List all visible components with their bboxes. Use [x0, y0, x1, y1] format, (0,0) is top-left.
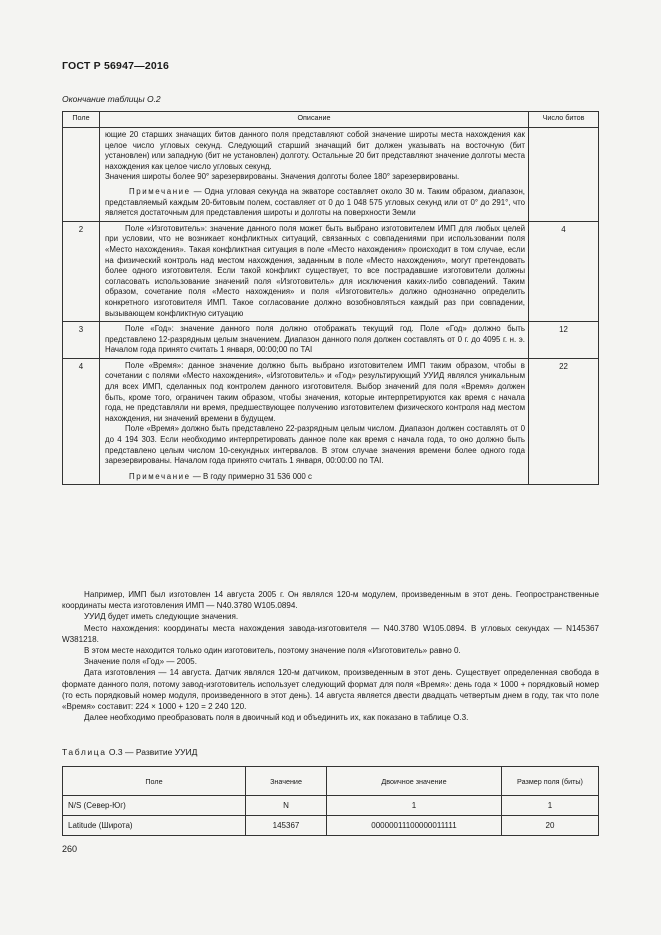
cell-field: 4: [63, 358, 100, 485]
table-header-row: [63, 767, 599, 796]
page-number: 260: [62, 844, 78, 854]
note-text: — Одна угловая секунда на экваторе составляет около 30 м. Таким образом, диапазон, представляемый каждым 20-битовым полем, составляет от 0 до 1 048 575 угловых секунд или от 0° до 291°, что является достаточным для представления широты и долготы на поверхности Земли: [105, 186, 525, 218]
table-o2-caption: Окончание таблицы О.2: [62, 94, 161, 104]
cell-bits: 22: [529, 358, 599, 485]
table-row: [63, 816, 599, 836]
cell-bits: 12: [529, 322, 599, 359]
table-row: [63, 221, 599, 321]
description-paragraph: Поле «Время» должно быть представлено 22-разрядным целым числом. Диапазон должен составлять от 0 до 4 194 303. Если необходимо интерпретировать данное поле как время с начала года, то оно должно быть представлено целым числом 10-секундных интервалов. В этом случае значения времени более одного года зарезервированы. Началом года принято считать 1 января, 00:00:00 по TAI.: [105, 424, 525, 466]
note-label: Примечание: [129, 471, 191, 481]
cell-binary: 1: [327, 796, 502, 816]
body-paragraph: Далее необходимо преобразовать поля в двоичный код и объединить их, как показано в таблице О.3.: [84, 713, 469, 723]
cell-field: 2: [63, 221, 100, 321]
cell-binary: 00000011100000011111: [327, 816, 502, 836]
description-paragraph: ющие 20 старших значащих битов данного поля представляют собой значение широты места нахождения как целое число угловых секунд. Следующий старший значащий бит должен указывать на восточную (бит установлен) или западную (бит не установлен) долготу. Остальные 20 бит представляют значение долготы места нахождения как целое число угловых секунд.: [105, 130, 525, 171]
col-header-size: Размер поля (биты): [502, 767, 599, 796]
cell-size: 20: [502, 816, 599, 836]
body-paragraph: Например, ИМП был изготовлен 14 августа 2005 г. Он являлся 120-м модулем, произведенным в этот день. Геопространственные координаты места изготовления ИМП — N40.3780 W105.0894.: [62, 590, 599, 611]
table-row: [63, 796, 599, 816]
table-header-row: [63, 112, 599, 128]
description-paragraph: Поле «Год»: значение данного поля должно отображать текущий год. Поле «Год» должно быть представлено 12-разрядным целым значением. Диапазон данного поля должен составлять от 0 г. до 4095 г. н. э. Началом года принято считать 1 января, 00:00;00 по TAI: [105, 324, 525, 355]
cell-bits: 4: [529, 221, 599, 321]
table-row: [63, 128, 599, 222]
note-label: Примечание: [129, 186, 191, 196]
col-header-binary: Двоичное значение: [327, 767, 502, 796]
col-header-value: Значение: [246, 767, 327, 796]
col-header-bits: Число битов: [529, 112, 599, 128]
table-o3-caption: [62, 747, 197, 757]
body-paragraph: В этом месте находится только один изготовитель, поэтому значение поля «Изготовитель» равно 0.: [84, 646, 461, 656]
body-text: [62, 589, 599, 723]
body-paragraph: УУИД будет иметь следующие значения.: [84, 612, 239, 622]
body-paragraph: Место нахождения: координаты места нахождения завода-изготовителя — N40.3780 W105.0894. В угловых секундах — N145367 W381218.: [62, 623, 599, 644]
note: [105, 187, 525, 219]
cell-field: [63, 128, 100, 222]
cell-description: [100, 322, 529, 359]
cell-description: [100, 221, 529, 321]
col-header-field: Поле: [63, 112, 100, 128]
description-paragraph: Поле «Изготовитель»: значение данного поля может быть выбрано изготовителем ИМП для любых целей при условии, что не возникает конфликтных ситуаций, связанных с совпадениями при использовании поля «Место нахождения». Такая конфликтная ситуация в поле «Место нахождения» происходит в том случае, если на физический контроль над местом нахождения, заданным в поле «Место нахождения», могут претендовать более одного изготовителя. Если такой конфликт существует, то все пострадавшие изготовители должны согласовать использование значений поля «Изготовитель» для исключения каких-либо совпадений. Таким образом, сочетание поля «Место нахождения» и поля «Изготовитель» должно однозначно определить конкретного изготовителя ИМП. Такое согласование должно возобновляться каждый раз при совпадении, вызывающем конфликтную ситуацию: [105, 223, 525, 318]
note-text: — В году примерно 31 536 000 с: [190, 471, 312, 481]
cell-size: 1: [502, 796, 599, 816]
description-paragraph: Значения широты более 90° зарезервированы. Значения долготы более 180° зарезервированы.: [105, 172, 460, 182]
col-header-field: Поле: [63, 767, 246, 796]
table-o3: [62, 766, 599, 836]
body-paragraph: Значение поля «Год» — 2005.: [84, 657, 197, 667]
cell-field: N/S (Север-Юг): [63, 796, 246, 816]
body-paragraph: Дата изготовления — 14 августа. Датчик являлся 120-м датчиком, произведенным в этот день. Существует определенная свобода в формате данного поля, потому завод-изготовитель использует следующий формат для поля «Время»: день года × 1000 + порядковый номер (то есть порядковый номер модуля, произведенного в этот день). 14 августа является двести двадцать четвертым днем в году, так что поле «Время» составит: 224 × 1000 + 120 = 2 240 120.: [62, 668, 599, 712]
document-header: ГОСТ Р 56947—2016: [62, 60, 170, 72]
cell-bits: [529, 128, 599, 222]
table-row: [63, 358, 599, 485]
table-row: [63, 322, 599, 359]
cell-value: 145367: [246, 816, 327, 836]
table-o2: [62, 111, 599, 485]
cell-field: Latitude (Широта): [63, 816, 246, 836]
cell-field: 3: [63, 322, 100, 359]
table-o3-caption-label: Таблица: [62, 747, 107, 757]
col-header-description: Описание: [100, 112, 529, 128]
table-o3-caption-text: О.3 — Развитие УУИД: [106, 747, 198, 757]
note: [105, 472, 525, 483]
cell-description: [100, 128, 529, 222]
cell-description: [100, 358, 529, 485]
cell-value: N: [246, 796, 327, 816]
description-paragraph: Поле «Время»: данное значение должно быть выбрано изготовителем ИМП таким образом, чтобы в сочетании с полями «Место нахождения», «Изготовитель» и «Год» результирующий УУИД являлся уникальным для всех ИМП, сделанных под контролем данного изготовителя. Выбор значений для поля «Время» должен быть, кроме того, ограничен таким образом, чтобы значения, которые интерпретируются как время с начала года, не представляли ни время, предшествующее получению изготовителем физического контроля над местом нахождения, ни значений времени в будущем.: [105, 360, 525, 423]
